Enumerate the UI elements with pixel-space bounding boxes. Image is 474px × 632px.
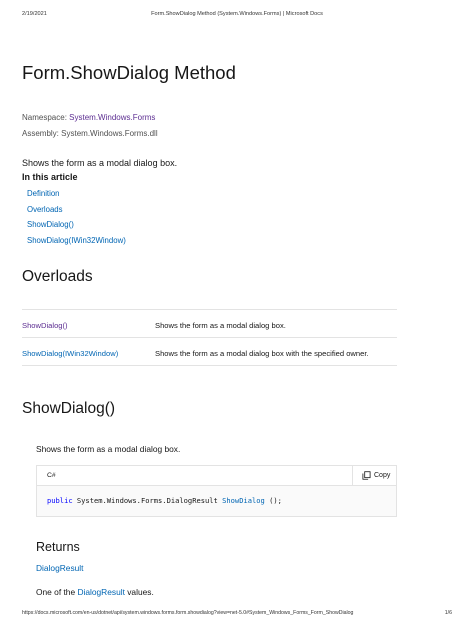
toc-link-definition[interactable]: Definition (27, 189, 60, 198)
return-description (36, 587, 154, 597)
showdialog-summary: Shows the form as a modal dialog box. (36, 444, 181, 454)
code-language-label: C# (47, 472, 56, 479)
table-row (22, 310, 397, 338)
return-type-link[interactable]: DialogResult (36, 563, 84, 573)
print-footer (22, 610, 452, 620)
print-url: https://docs.microsoft.com/en-us/dotnet/api/system.windows.forms.form.showdialog?view=net-5.0#System_Windows_Forms_Form_ShowDialog (22, 610, 354, 616)
overload-description: Shows the form as a modal dialog box. (155, 321, 286, 330)
table-row (22, 338, 397, 366)
in-this-article-list (27, 189, 126, 251)
code-return-type: System.Windows.Forms.DialogResult (72, 496, 223, 505)
assembly-line (22, 129, 158, 138)
copy-label: Copy (374, 472, 391, 479)
code-params: (); (264, 496, 282, 505)
return-desc-prefix: One of the (36, 587, 78, 597)
return-desc-suffix: values. (124, 587, 154, 597)
assembly-value: System.Windows.Forms.dll (61, 129, 158, 138)
toc-link-overloads[interactable]: Overloads (27, 204, 63, 214)
in-this-article-heading: In this article (22, 172, 78, 182)
method-summary: Shows the form as a modal dialog box. (22, 158, 178, 168)
overload-link-showdialog-iwin32window[interactable]: ShowDialog(IWin32Window) (22, 349, 119, 358)
namespace-label: Namespace: (22, 113, 67, 122)
print-page-number: 1/6 (444, 610, 452, 616)
toc-link-showdialog-iwin32window[interactable]: ShowDialog(IWin32Window) (27, 235, 126, 245)
showdialog-heading: ShowDialog() (22, 400, 116, 417)
toc-link-showdialog[interactable]: ShowDialog() (27, 220, 74, 230)
code-method-name[interactable]: ShowDialog (222, 496, 265, 505)
code-body (37, 486, 396, 516)
print-date: 2/19/2021 (22, 11, 47, 17)
returns-heading: Returns (36, 540, 80, 554)
return-desc-link[interactable]: DialogResult (77, 587, 125, 597)
overloads-heading: Overloads (22, 268, 93, 285)
print-doc-title: Form.ShowDialog Method (System.Windows.Forms) | Microsoft Docs (151, 11, 323, 17)
print-header (22, 11, 452, 21)
overload-description: Shows the form as a modal dialog box with the specified owner. (155, 349, 369, 358)
overloads-table (22, 309, 397, 366)
namespace-link[interactable]: System.Windows.Forms (69, 113, 156, 122)
namespace-line (22, 113, 155, 122)
code-block (36, 465, 397, 517)
copy-button[interactable] (352, 466, 396, 485)
overload-link-showdialog[interactable]: ShowDialog() (22, 321, 68, 330)
assembly-label: Assembly: (22, 129, 59, 138)
code-line (47, 496, 282, 505)
code-header (37, 466, 396, 486)
page-title: Form.ShowDialog Method (22, 62, 236, 83)
copy-icon (362, 471, 371, 480)
code-keyword: public (47, 496, 73, 505)
